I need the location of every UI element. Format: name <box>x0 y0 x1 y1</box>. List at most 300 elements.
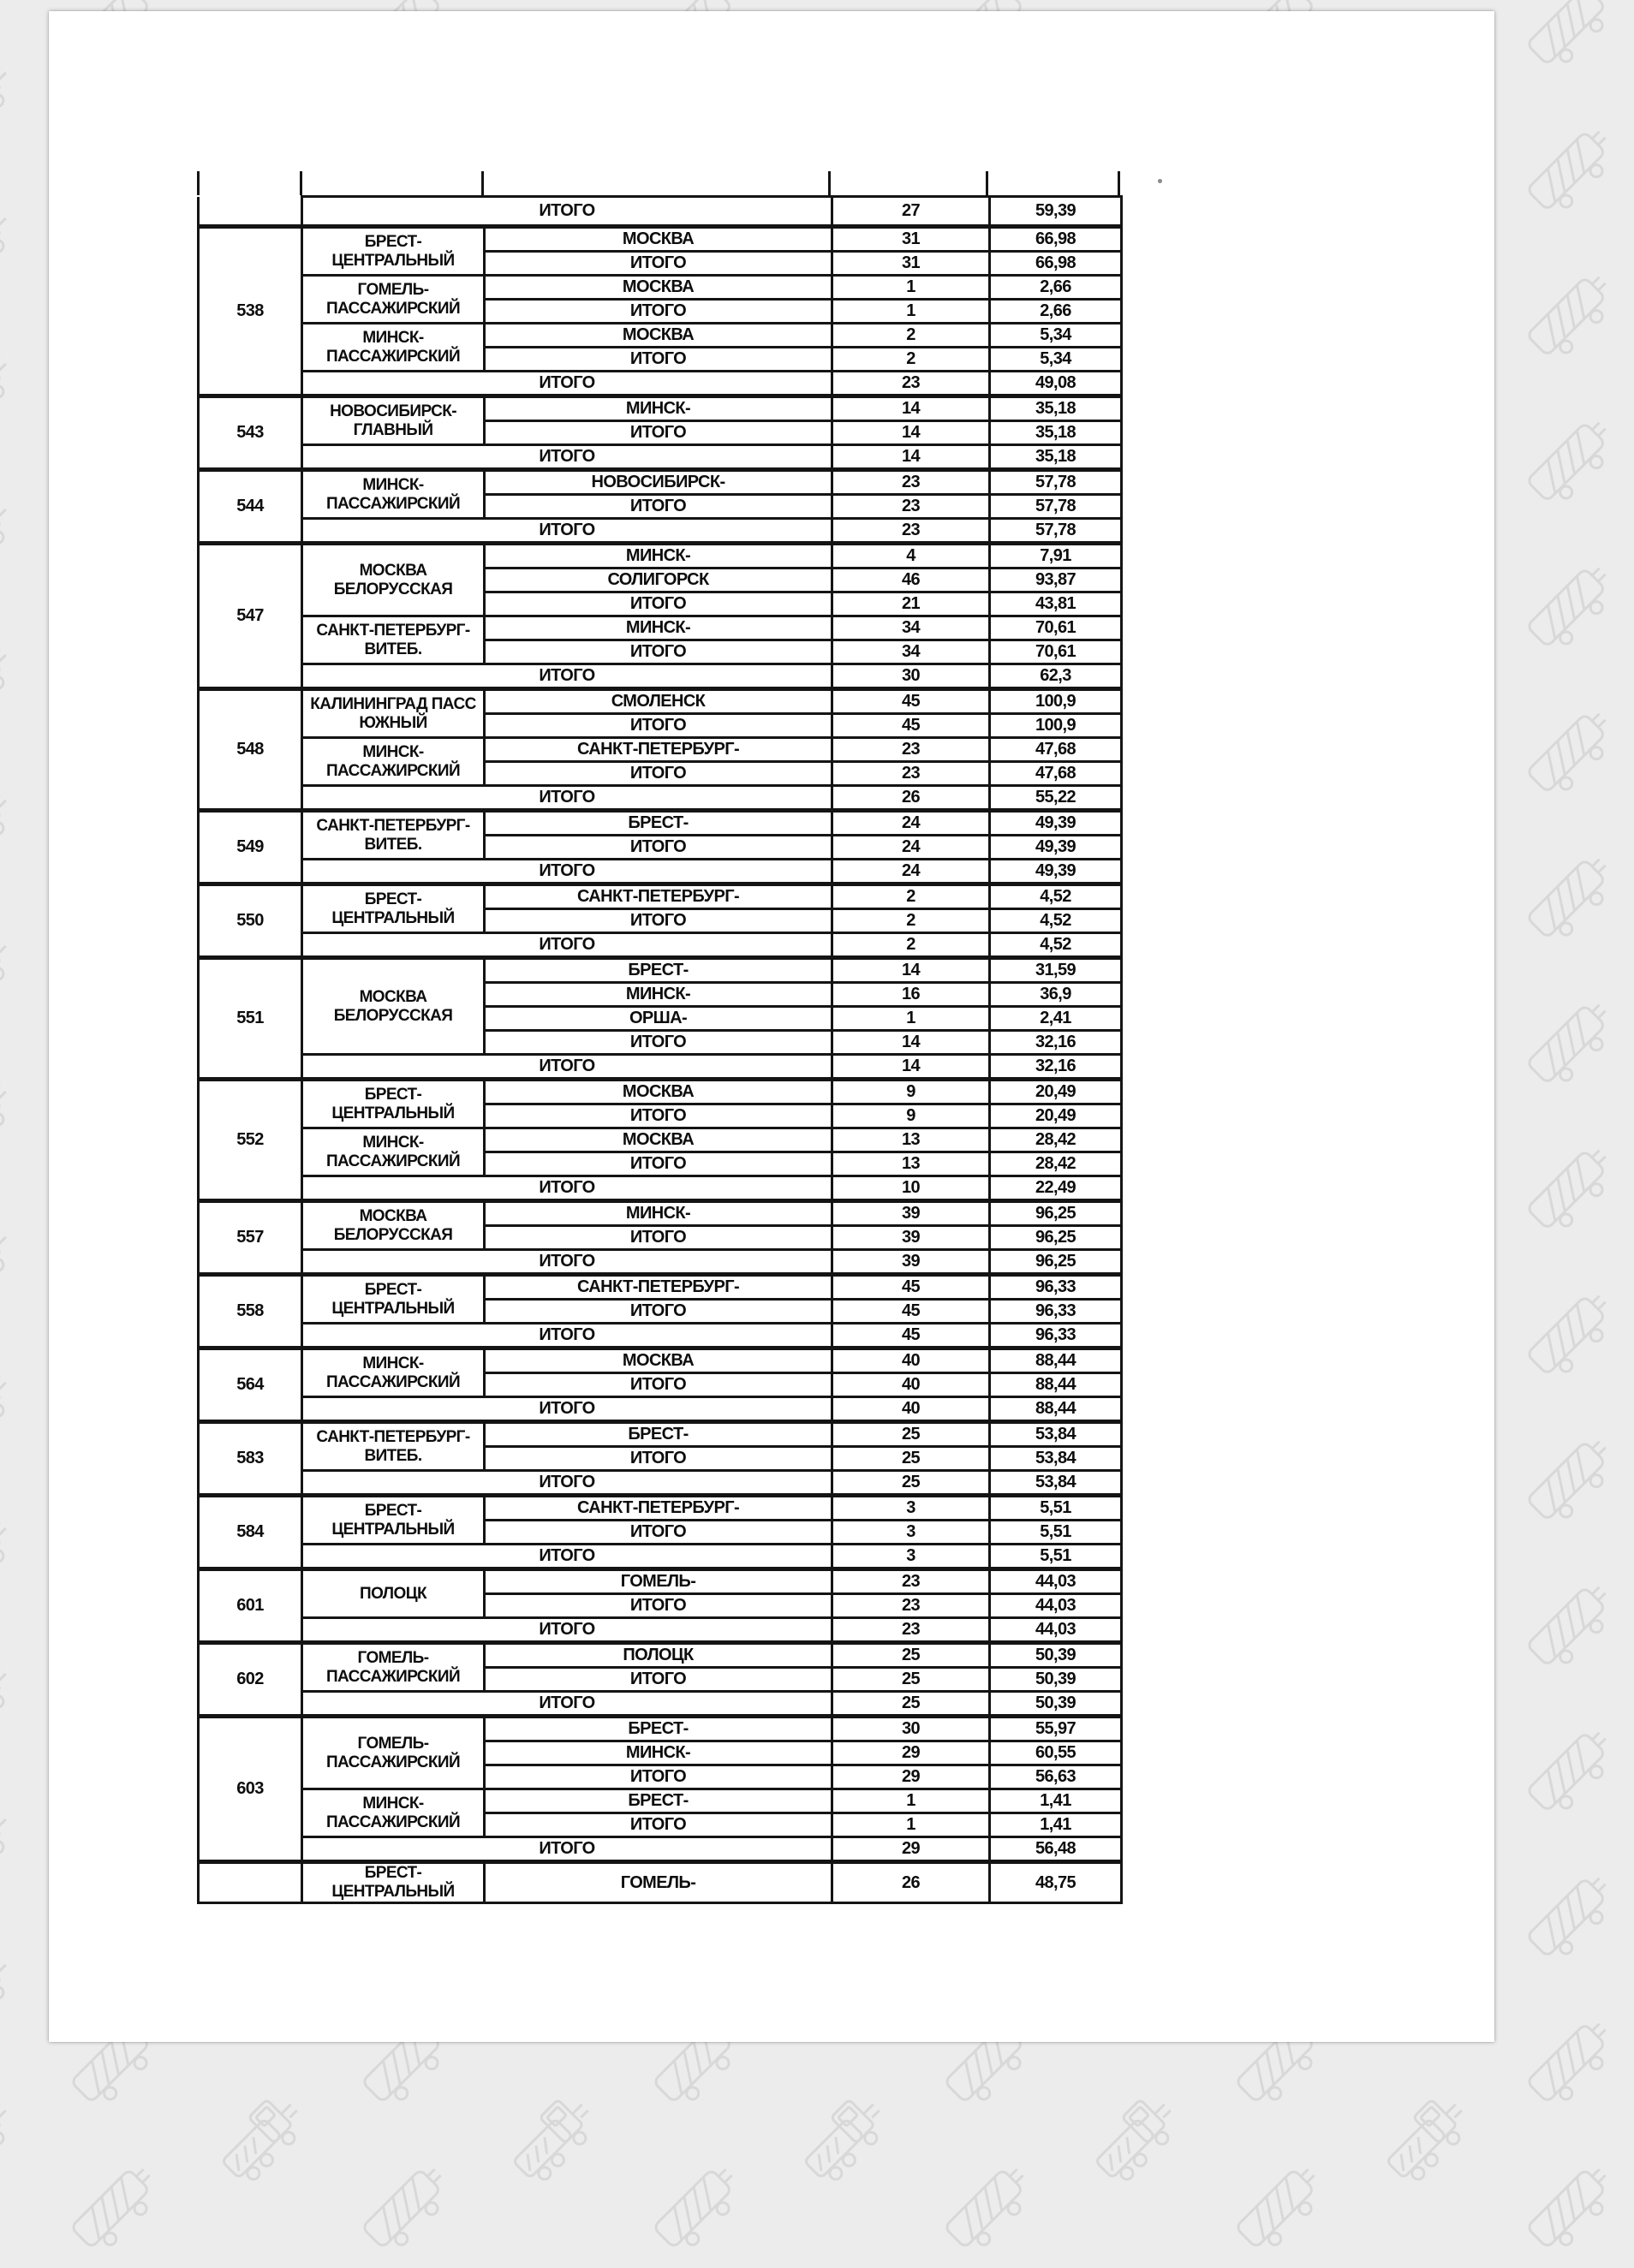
count-cell: 14 <box>832 958 990 983</box>
table-row <box>199 1496 1122 1521</box>
destination-cell: ИТОГО <box>485 495 832 519</box>
count-cell: 25 <box>832 1471 990 1496</box>
total-label-cell: ИТОГО <box>302 1324 832 1348</box>
scan-dot-artifact <box>1158 179 1162 183</box>
count-cell: 14 <box>832 1055 990 1080</box>
train-number-cell: 564 <box>199 1348 302 1422</box>
train-watermark-icon <box>1518 842 1629 953</box>
count-cell: 27 <box>832 197 990 227</box>
train-number-cell: 543 <box>199 396 302 470</box>
destination-cell: ОРША- <box>485 1007 832 1031</box>
station-cell: САНКТ-ПЕТЕРБУРГ-ВИТЕБ. <box>302 811 485 860</box>
destination-cell: САНКТ-ПЕТЕРБУРГ- <box>485 1496 832 1521</box>
percent-cell: 49,39 <box>990 860 1122 884</box>
stub-line <box>300 171 302 195</box>
destination-cell: ИТОГО <box>485 1813 832 1837</box>
percent-cell: 50,39 <box>990 1668 1122 1692</box>
table-row <box>199 197 1122 227</box>
percent-cell: 88,44 <box>990 1373 1122 1397</box>
count-cell: 23 <box>832 738 990 762</box>
train-watermark-icon <box>353 2152 464 2263</box>
table-row <box>199 1128 1122 1152</box>
station-cell: ГОМЕЛЬ-ПАССАЖИРСКИЙ <box>302 1717 485 1789</box>
count-cell: 14 <box>832 396 990 421</box>
count-cell: 2 <box>832 909 990 933</box>
percent-cell: 2,66 <box>990 276 1122 300</box>
watermark-tile <box>1518 1133 1634 1249</box>
locomotive-watermark-icon <box>1081 2079 1197 2195</box>
destination-cell: ИТОГО <box>485 1594 832 1618</box>
percent-cell: 47,68 <box>990 762 1122 786</box>
station-cell: МИНСК-ПАССАЖИРСКИЙ <box>302 324 485 372</box>
destination-cell: ИТОГО <box>485 836 832 860</box>
train-watermark-icon <box>644 2152 755 2263</box>
watermark-tile <box>1518 551 1634 667</box>
train-occupancy-table <box>197 195 1123 1904</box>
count-cell: 29 <box>832 1741 990 1765</box>
train-watermark-icon <box>1518 1278 1629 1390</box>
station-cell: ГОМЕЛЬ-ПАССАЖИРСКИЙ <box>302 276 485 324</box>
count-cell: 1 <box>832 1789 990 1813</box>
watermark-tile <box>0 623 33 740</box>
count-cell: 26 <box>832 786 990 811</box>
table-row <box>199 1176 1122 1201</box>
watermark-tile <box>0 1642 33 1759</box>
train-watermark-icon <box>1518 114 1629 225</box>
count-cell: 10 <box>832 1176 990 1201</box>
percent-cell: 49,39 <box>990 811 1122 836</box>
train-watermark-icon <box>1518 1715 1629 1826</box>
train-watermark-icon <box>1518 2152 1629 2263</box>
watermark-tile <box>353 2152 469 2268</box>
count-cell: 23 <box>832 495 990 519</box>
count-cell: 45 <box>832 689 990 714</box>
percent-cell: 66,98 <box>990 227 1122 252</box>
station-cell: МИНСК-ПАССАЖИРСКИЙ <box>302 1128 485 1176</box>
watermark-tile <box>0 187 33 303</box>
percent-cell: 5,34 <box>990 324 1122 348</box>
station-cell: БРЕСТ-ЦЕНТРАЛЬНЫЙ <box>302 227 485 276</box>
locomotive-watermark-icon <box>207 2079 324 2195</box>
watermark-tile <box>0 1060 33 1176</box>
locomotive-watermark-icon <box>1372 0 1488 12</box>
watermark-tile <box>1518 259 1634 376</box>
destination-cell: САНКТ-ПЕТЕРБУРГ- <box>485 884 832 909</box>
table-row <box>199 1643 1122 1668</box>
locomotive-watermark-icon <box>0 332 33 449</box>
watermark-tile <box>1518 1860 1634 1977</box>
total-label-cell: ИТОГО <box>302 933 832 958</box>
station-cell: БРЕСТ-ЦЕНТРАЛЬНЫЙ <box>302 1080 485 1128</box>
destination-cell: ИТОГО <box>485 1373 832 1397</box>
table-row <box>199 1569 1122 1594</box>
count-cell: 24 <box>832 836 990 860</box>
percent-cell: 44,03 <box>990 1594 1122 1618</box>
train-number-cell <box>199 197 302 227</box>
destination-cell: МИНСК- <box>485 616 832 640</box>
count-cell: 13 <box>832 1128 990 1152</box>
table-row <box>199 1397 1122 1422</box>
train-watermark-icon <box>1518 1860 1629 1972</box>
count-cell: 2 <box>832 933 990 958</box>
destination-cell: ИТОГО <box>485 1521 832 1545</box>
table-row <box>199 1692 1122 1717</box>
percent-cell: 55,97 <box>990 1717 1122 1741</box>
table-row <box>199 1862 1122 1903</box>
count-cell: 1 <box>832 1007 990 1031</box>
table-row <box>199 1348 1122 1373</box>
train-number-cell: 557 <box>199 1201 302 1275</box>
percent-cell: 56,63 <box>990 1765 1122 1789</box>
train-number-cell: 549 <box>199 811 302 884</box>
train-watermark-icon <box>1518 405 1629 516</box>
count-cell: 3 <box>832 1545 990 1569</box>
destination-cell: МОСКВА <box>485 276 832 300</box>
destination-cell: БРЕСТ- <box>485 958 832 983</box>
locomotive-watermark-icon <box>0 41 33 158</box>
table-row <box>199 276 1122 300</box>
count-cell: 45 <box>832 1300 990 1324</box>
watermark-tile <box>0 769 33 885</box>
percent-cell: 96,25 <box>990 1201 1122 1226</box>
table-row <box>199 372 1122 396</box>
train-watermark-icon <box>1518 1424 1629 1535</box>
percent-cell: 49,39 <box>990 836 1122 860</box>
table-row <box>199 1275 1122 1300</box>
count-cell: 24 <box>832 860 990 884</box>
percent-cell: 66,98 <box>990 252 1122 276</box>
destination-cell: БРЕСТ- <box>485 1717 832 1741</box>
percent-cell: 100,9 <box>990 689 1122 714</box>
destination-cell: ИТОГО <box>485 1152 832 1176</box>
count-cell: 13 <box>832 1152 990 1176</box>
document-page <box>49 11 1494 2042</box>
count-cell: 30 <box>832 1717 990 1741</box>
percent-cell: 59,39 <box>990 197 1122 227</box>
train-watermark-icon <box>1226 2152 1338 2263</box>
count-cell: 16 <box>832 983 990 1007</box>
count-cell: 3 <box>832 1521 990 1545</box>
watermark-tile <box>0 332 33 449</box>
train-number-cell <box>199 1862 302 1903</box>
count-cell: 26 <box>832 1862 990 1903</box>
watermark-tile <box>1518 696 1634 813</box>
watermark-tile <box>0 1788 33 1904</box>
table-row <box>199 470 1122 495</box>
percent-cell: 1,41 <box>990 1813 1122 1837</box>
percent-cell: 96,33 <box>990 1275 1122 1300</box>
train-watermark-icon <box>1518 1133 1629 1244</box>
destination-cell: МИНСК- <box>485 1201 832 1226</box>
locomotive-watermark-icon <box>0 1351 33 1467</box>
count-cell: 25 <box>832 1643 990 1668</box>
watermark-tile <box>1081 2079 1197 2195</box>
table-row <box>199 519 1122 544</box>
watermark-tile <box>0 41 33 158</box>
percent-cell: 96,25 <box>990 1226 1122 1250</box>
count-cell: 21 <box>832 592 990 616</box>
destination-cell: ИТОГО <box>485 592 832 616</box>
destination-cell: ИТОГО <box>485 300 832 324</box>
watermark-tile <box>790 2079 906 2195</box>
locomotive-watermark-icon <box>207 0 324 12</box>
count-cell: 24 <box>832 811 990 836</box>
locomotive-watermark-icon <box>790 2079 906 2195</box>
station-cell: БРЕСТ-ЦЕНТРАЛЬНЫЙ <box>302 1496 485 1545</box>
train-number-cell: 602 <box>199 1643 302 1717</box>
count-cell: 23 <box>832 519 990 544</box>
destination-cell: ИТОГО <box>485 1226 832 1250</box>
table-row <box>199 884 1122 909</box>
watermark-tile <box>1226 2152 1343 2268</box>
count-cell: 31 <box>832 227 990 252</box>
station-cell: БРЕСТ-ЦЕНТРАЛЬНЫЙ <box>302 884 485 933</box>
watermark-tile <box>0 0 33 12</box>
destination-cell: САНКТ-ПЕТЕРБУРГ- <box>485 738 832 762</box>
destination-cell: МИНСК- <box>485 396 832 421</box>
count-cell: 14 <box>832 421 990 445</box>
table-top-stub-lines <box>197 171 1120 195</box>
table-row <box>199 1545 1122 1569</box>
percent-cell: 53,84 <box>990 1447 1122 1471</box>
count-cell: 29 <box>832 1765 990 1789</box>
percent-cell: 44,03 <box>990 1618 1122 1643</box>
count-cell: 1 <box>832 1813 990 1837</box>
table-row <box>199 689 1122 714</box>
destination-cell: ИТОГО <box>485 1031 832 1055</box>
station-cell: ПОЛОЦК <box>302 1569 485 1618</box>
station-cell: МИНСК-ПАССАЖИРСКИЙ <box>302 1348 485 1397</box>
count-cell: 45 <box>832 1275 990 1300</box>
locomotive-watermark-icon <box>0 1642 33 1759</box>
destination-cell: СОЛИГОРСК <box>485 568 832 592</box>
count-cell: 39 <box>832 1201 990 1226</box>
locomotive-watermark-icon <box>0 187 33 303</box>
watermark-tile <box>498 2079 615 2195</box>
percent-cell: 44,03 <box>990 1569 1122 1594</box>
percent-cell: 60,55 <box>990 1741 1122 1765</box>
destination-cell: ИТОГО <box>485 1300 832 1324</box>
table-row <box>199 1789 1122 1813</box>
percent-cell: 35,18 <box>990 396 1122 421</box>
watermark-tile <box>1518 0 1634 85</box>
percent-cell: 4,52 <box>990 933 1122 958</box>
table-row <box>199 958 1122 983</box>
train-number-cell: 550 <box>199 884 302 958</box>
count-cell: 39 <box>832 1250 990 1275</box>
count-cell: 23 <box>832 1569 990 1594</box>
station-cell: КАЛИНИНГРАД ПАСС ЮЖНЫЙ <box>302 689 485 738</box>
destination-cell: ИТОГО <box>485 348 832 372</box>
percent-cell: 55,22 <box>990 786 1122 811</box>
table-row <box>199 1055 1122 1080</box>
percent-cell: 20,49 <box>990 1104 1122 1128</box>
table-row <box>199 1080 1122 1104</box>
percent-cell: 32,16 <box>990 1031 1122 1055</box>
stub-line <box>828 171 831 195</box>
count-cell: 30 <box>832 664 990 689</box>
watermark-tile <box>1518 1424 1634 1540</box>
train-number-cell: 603 <box>199 1717 302 1862</box>
train-watermark-icon <box>62 2152 173 2263</box>
watermark-tile <box>1518 987 1634 1104</box>
destination-cell: МИНСК- <box>485 544 832 568</box>
percent-cell: 22,49 <box>990 1176 1122 1201</box>
train-number-cell: 551 <box>199 958 302 1080</box>
watermark-tile <box>790 0 906 12</box>
locomotive-watermark-icon <box>498 2079 615 2195</box>
destination-cell: ИТОГО <box>485 909 832 933</box>
percent-cell: 70,61 <box>990 640 1122 664</box>
count-cell: 25 <box>832 1668 990 1692</box>
watermark-tile <box>1518 405 1634 521</box>
watermark-tile <box>1518 842 1634 958</box>
count-cell: 40 <box>832 1348 990 1373</box>
percent-cell: 20,49 <box>990 1080 1122 1104</box>
total-label-cell: ИТОГО <box>302 1692 832 1717</box>
locomotive-watermark-icon <box>0 1933 33 2050</box>
destination-cell: МОСКВА <box>485 1348 832 1373</box>
table-row <box>199 445 1122 470</box>
destination-cell: МОСКВА <box>485 324 832 348</box>
destination-cell: МОСКВА <box>485 1128 832 1152</box>
train-number-cell: 547 <box>199 544 302 689</box>
locomotive-watermark-icon <box>0 478 33 594</box>
train-number-cell: 584 <box>199 1496 302 1569</box>
table-body <box>199 197 1122 1903</box>
destination-cell: ИТОГО <box>485 1447 832 1471</box>
table-row <box>199 1422 1122 1447</box>
report-table-region <box>197 171 1156 1901</box>
watermark-tile <box>207 0 324 12</box>
destination-cell: ПОЛОЦК <box>485 1643 832 1668</box>
percent-cell: 4,52 <box>990 909 1122 933</box>
destination-cell: МИНСК- <box>485 1741 832 1765</box>
destination-cell: ГОМЕЛЬ- <box>485 1569 832 1594</box>
percent-cell: 50,39 <box>990 1643 1122 1668</box>
count-cell: 23 <box>832 372 990 396</box>
total-label-cell: ИТОГО <box>302 372 832 396</box>
percent-cell: 7,91 <box>990 544 1122 568</box>
count-cell: 25 <box>832 1692 990 1717</box>
count-cell: 23 <box>832 1618 990 1643</box>
train-watermark-icon <box>1518 551 1629 662</box>
count-cell: 34 <box>832 616 990 640</box>
watermark-tile <box>0 2079 33 2195</box>
table-row <box>199 1250 1122 1275</box>
locomotive-watermark-icon <box>0 0 33 12</box>
percent-cell: 5,51 <box>990 1496 1122 1521</box>
stub-line <box>197 171 200 195</box>
percent-cell: 2,41 <box>990 1007 1122 1031</box>
total-label-cell: ИТОГО <box>302 1176 832 1201</box>
percent-cell: 48,75 <box>990 1862 1122 1903</box>
station-cell: НОВОСИБИРСК-ГЛАВНЫЙ <box>302 396 485 445</box>
locomotive-watermark-icon <box>0 1788 33 1904</box>
table-row <box>199 1837 1122 1862</box>
table-row <box>199 227 1122 252</box>
total-label-cell: ИТОГО <box>302 519 832 544</box>
destination-cell: МИНСК- <box>485 983 832 1007</box>
stub-line <box>481 171 484 195</box>
percent-cell: 57,78 <box>990 495 1122 519</box>
percent-cell: 93,87 <box>990 568 1122 592</box>
percent-cell: 62,3 <box>990 664 1122 689</box>
table-row <box>199 811 1122 836</box>
watermark-tile <box>0 914 33 1031</box>
destination-cell: ИТОГО <box>485 421 832 445</box>
locomotive-watermark-icon <box>790 0 906 12</box>
total-label-cell: ИТОГО <box>302 786 832 811</box>
count-cell: 46 <box>832 568 990 592</box>
destination-cell: МОСКВА <box>485 1080 832 1104</box>
percent-cell: 50,39 <box>990 1692 1122 1717</box>
percent-cell: 36,9 <box>990 983 1122 1007</box>
total-label-cell: ИТОГО <box>302 1545 832 1569</box>
count-cell: 40 <box>832 1373 990 1397</box>
total-label-cell: ИТОГО <box>302 445 832 470</box>
train-watermark-icon <box>935 2152 1047 2263</box>
watermark-tile <box>0 1205 33 1322</box>
watermark-tile <box>1518 2152 1634 2268</box>
stub-line <box>986 171 988 195</box>
percent-cell: 56,48 <box>990 1837 1122 1862</box>
percent-cell: 100,9 <box>990 714 1122 738</box>
count-cell: 9 <box>832 1080 990 1104</box>
percent-cell: 49,08 <box>990 372 1122 396</box>
table-row <box>199 1717 1122 1741</box>
locomotive-watermark-icon <box>498 0 615 12</box>
count-cell: 1 <box>832 276 990 300</box>
destination-cell: МОСКВА <box>485 227 832 252</box>
count-cell: 31 <box>832 252 990 276</box>
table-row <box>199 616 1122 640</box>
train-watermark-icon <box>1518 696 1629 807</box>
count-cell: 39 <box>832 1226 990 1250</box>
train-watermark-icon <box>1518 987 1629 1098</box>
percent-cell: 57,78 <box>990 519 1122 544</box>
watermark-tile <box>1518 1278 1634 1395</box>
percent-cell: 57,78 <box>990 470 1122 495</box>
percent-cell: 28,42 <box>990 1152 1122 1176</box>
locomotive-watermark-icon <box>0 914 33 1031</box>
watermark-tile <box>1372 0 1488 12</box>
percent-cell: 88,44 <box>990 1397 1122 1422</box>
watermark-tile <box>207 2079 324 2195</box>
watermark-tile <box>1518 114 1634 230</box>
destination-cell: ИТОГО <box>485 714 832 738</box>
count-cell: 2 <box>832 324 990 348</box>
count-cell: 25 <box>832 1447 990 1471</box>
total-label-cell: ИТОГО <box>302 1618 832 1643</box>
table-row <box>199 933 1122 958</box>
station-cell: САНКТ-ПЕТЕРБУРГ-ВИТЕБ. <box>302 616 485 664</box>
destination-cell: ГОМЕЛЬ- <box>485 1862 832 1903</box>
watermark-tile <box>0 1933 33 2050</box>
station-cell: МОСКВА БЕЛОРУССКАЯ <box>302 544 485 616</box>
percent-cell: 35,18 <box>990 421 1122 445</box>
locomotive-watermark-icon <box>1372 2079 1488 2195</box>
destination-cell: НОВОСИБИРСК- <box>485 470 832 495</box>
station-cell: САНКТ-ПЕТЕРБУРГ-ВИТЕБ. <box>302 1422 485 1471</box>
train-watermark-icon <box>1518 0 1629 80</box>
locomotive-watermark-icon <box>0 1497 33 1613</box>
count-cell: 23 <box>832 762 990 786</box>
destination-cell: БРЕСТ- <box>485 1422 832 1447</box>
locomotive-watermark-icon <box>0 1060 33 1176</box>
watermark-tile <box>0 1351 33 1467</box>
percent-cell: 70,61 <box>990 616 1122 640</box>
